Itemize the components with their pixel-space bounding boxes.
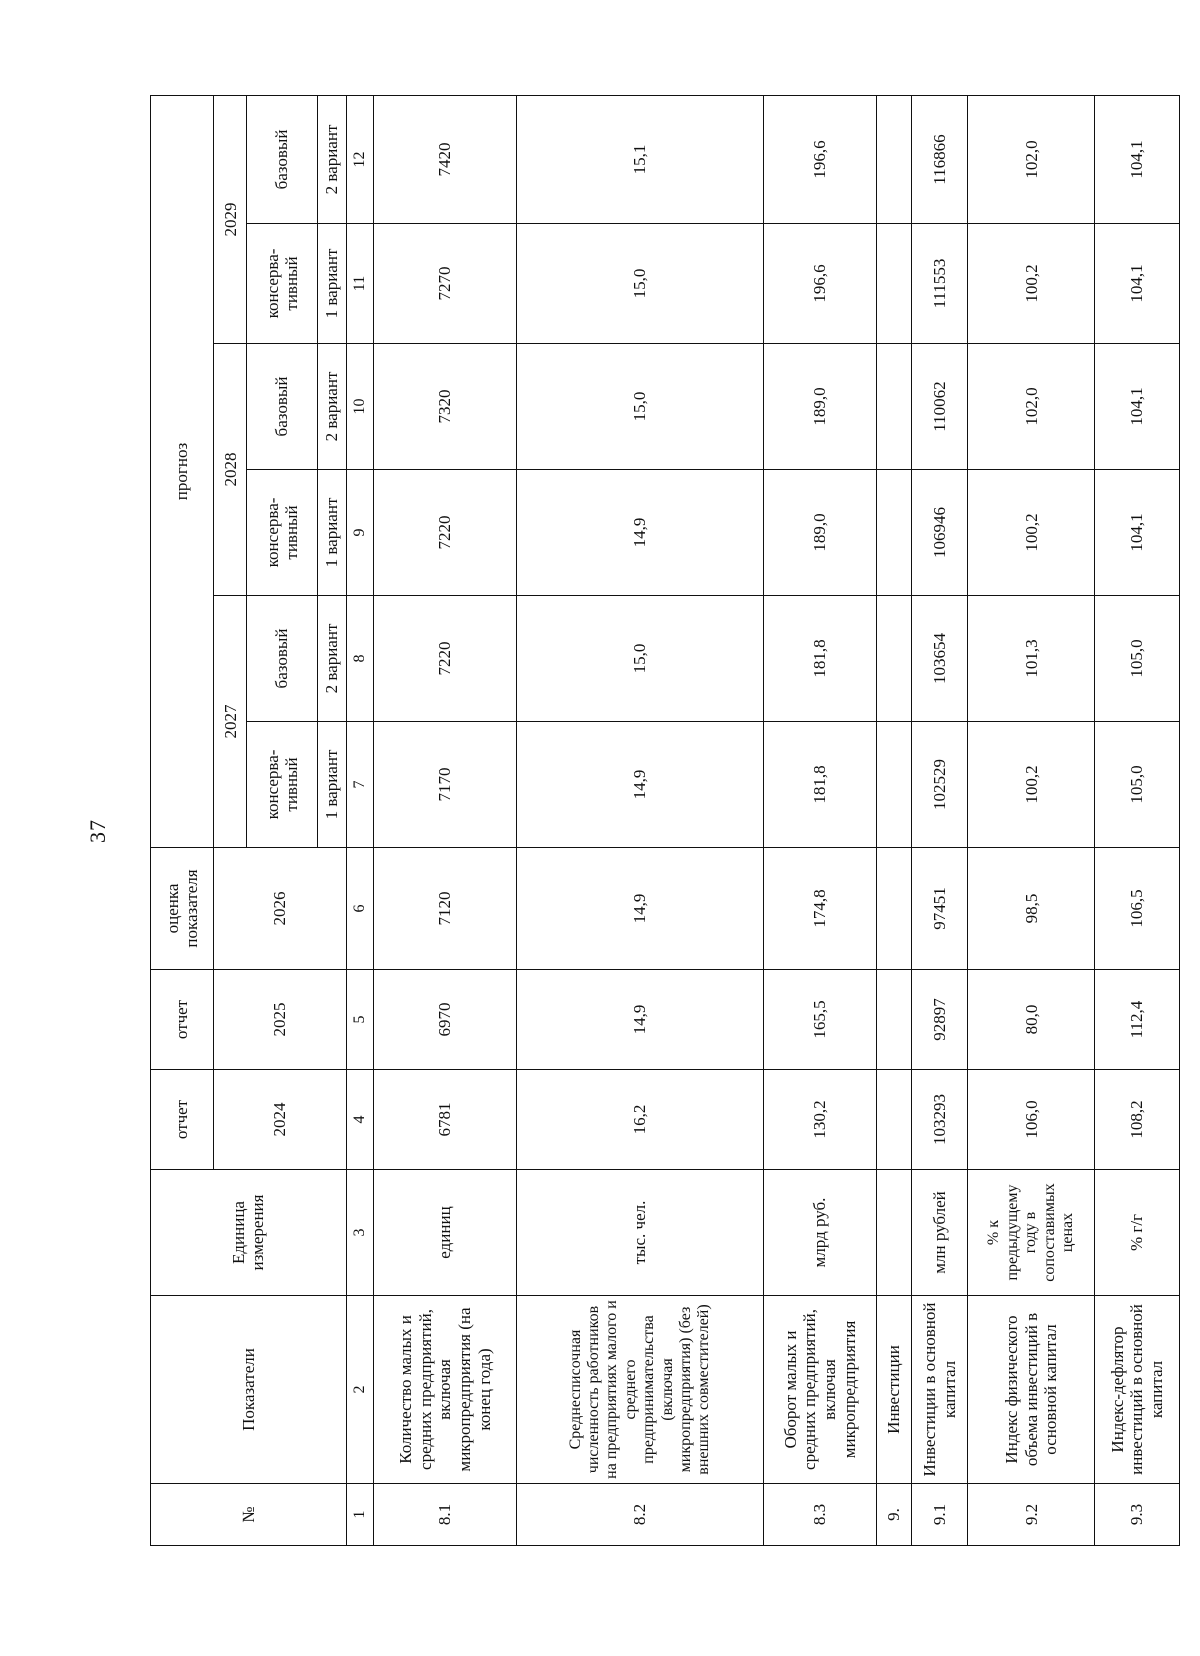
table-row <box>374 95 517 1545</box>
row-value: 116866 <box>912 95 968 223</box>
header-year-2027: 2027 <box>214 596 247 848</box>
header-conservative-2027: консерва-тивный <box>247 722 317 848</box>
header-report-2024: отчет <box>151 1070 214 1170</box>
row-value: 100,2 <box>968 470 1095 596</box>
row-value: 174,8 <box>764 848 877 970</box>
column-number: 3 <box>346 1170 373 1296</box>
column-number: 10 <box>346 344 373 470</box>
table-container <box>150 96 1180 1546</box>
header-conservative-2029: консерва-тивный <box>247 224 317 344</box>
header-base-2027: базовый <box>247 596 317 722</box>
row-value: 105,0 <box>1095 596 1180 722</box>
row-value: 7120 <box>374 848 517 970</box>
page-number: 37 <box>85 819 110 843</box>
row-value: 92897 <box>912 970 968 1070</box>
row-value: 15,1 <box>517 95 764 223</box>
row-number: 8.2 <box>517 1484 764 1546</box>
row-value: 16,2 <box>517 1070 764 1170</box>
header-report-2025: отчет <box>151 970 214 1070</box>
header-forecast: прогноз <box>151 95 214 847</box>
row-unit: млрд руб. <box>764 1170 877 1296</box>
row-indicator-name: Индекс физического объема инвестиций в основной капитал <box>968 1296 1095 1484</box>
row-value: 102,0 <box>968 344 1095 470</box>
row-indicator-name: Индекс-дефлятор инвестиций в основной капитал <box>1095 1296 1180 1484</box>
row-indicator-name: Среднесписочная численность работников на предприятиях малого и среднего предпринимательства (включая микропредприятия) (без внешних совместителей) <box>517 1296 764 1484</box>
row-value: 102,0 <box>968 95 1095 223</box>
row-number: 9.2 <box>968 1484 1095 1546</box>
row-value: 14,9 <box>517 848 764 970</box>
row-value: 110062 <box>912 344 968 470</box>
header-year-2025: 2025 <box>214 970 346 1070</box>
table-row <box>764 95 877 1545</box>
row-number: 8.3 <box>764 1484 877 1546</box>
row-value: 6970 <box>374 970 517 1070</box>
row-value: 106946 <box>912 470 968 596</box>
row-value: 102529 <box>912 722 968 848</box>
column-number: 6 <box>346 848 373 970</box>
row-indicator-name: Оборот малых и средних предприятий, включая микропредприятия <box>764 1296 877 1484</box>
row-indicator-name: Количество малых и средних предприятий, включая микропредприятия (на конец года) <box>374 1296 517 1484</box>
header-variant1-2028: 1 вариант <box>317 470 346 596</box>
row-value: 196,6 <box>764 224 877 344</box>
table-row <box>1095 95 1180 1545</box>
row-number: 8.1 <box>374 1484 517 1546</box>
row-value: 15,0 <box>517 596 764 722</box>
row-value: 7320 <box>374 344 517 470</box>
row-value: 7270 <box>374 224 517 344</box>
row-value: 104,1 <box>1095 95 1180 223</box>
row-value: 111553 <box>912 224 968 344</box>
header-variant2-2028: 2 вариант <box>317 344 346 470</box>
header-base-2028: базовый <box>247 344 317 470</box>
column-number: 2 <box>346 1296 373 1484</box>
header-base-2029: базовый <box>247 95 317 223</box>
header-conservative-2028: консерва-тивный <box>247 470 317 596</box>
row-number: 9.3 <box>1095 1484 1180 1546</box>
column-number: 12 <box>346 95 373 223</box>
row-value: 98,5 <box>968 848 1095 970</box>
header-variant2-2027: 2 вариант <box>317 596 346 722</box>
row-value: 103293 <box>912 1070 968 1170</box>
header-variant1-2027: 1 вариант <box>317 722 346 848</box>
column-number: 4 <box>346 1070 373 1170</box>
row-value: 97451 <box>912 848 968 970</box>
row-value: 104,1 <box>1095 224 1180 344</box>
column-number: 1 <box>346 1484 373 1546</box>
row-value: 130,2 <box>764 1070 877 1170</box>
row-value: 7220 <box>374 470 517 596</box>
header-year-2029: 2029 <box>214 95 247 343</box>
row-value: 112,4 <box>1095 970 1180 1070</box>
column-number: 11 <box>346 224 373 344</box>
header-variant1-2029: 1 вариант <box>317 224 346 344</box>
section-number: 9. <box>876 1484 911 1546</box>
header-year-2024: 2024 <box>214 1070 346 1170</box>
row-value: 7170 <box>374 722 517 848</box>
row-value: 7420 <box>374 95 517 223</box>
row-unit: млн рублей <box>912 1170 968 1296</box>
forecast-table <box>150 95 1180 1546</box>
row-value: 100,2 <box>968 722 1095 848</box>
row-value: 101,3 <box>968 596 1095 722</box>
table-row <box>912 95 968 1545</box>
row-value: 108,2 <box>1095 1070 1180 1170</box>
row-value: 6781 <box>374 1070 517 1170</box>
row-indicator-name: Инвестиции в основной капитал <box>912 1296 968 1484</box>
row-value: 181,8 <box>764 722 877 848</box>
column-number: 5 <box>346 970 373 1070</box>
row-unit: % г/г <box>1095 1170 1180 1296</box>
row-value: 103654 <box>912 596 968 722</box>
header-year-2028: 2028 <box>214 344 247 596</box>
row-value: 196,6 <box>764 95 877 223</box>
section-title: Инвестиции <box>876 1296 911 1484</box>
row-value: 15,0 <box>517 344 764 470</box>
column-number-row <box>346 95 373 1545</box>
row-value: 189,0 <box>764 470 877 596</box>
table-row <box>517 95 764 1545</box>
table-row <box>968 95 1095 1545</box>
row-value: 100,2 <box>968 224 1095 344</box>
row-value: 14,9 <box>517 970 764 1070</box>
row-value: 15,0 <box>517 224 764 344</box>
row-unit: тыс. чел. <box>517 1170 764 1296</box>
row-value: 181,8 <box>764 596 877 722</box>
row-unit: единиц <box>374 1170 517 1296</box>
row-value: 14,9 <box>517 722 764 848</box>
row-value: 80,0 <box>968 970 1095 1070</box>
row-value: 7220 <box>374 596 517 722</box>
row-value: 165,5 <box>764 970 877 1070</box>
header-variant2-2029: 2 вариант <box>317 95 346 223</box>
section-row <box>876 95 911 1545</box>
header-indicator: Показатели <box>151 1296 347 1484</box>
row-value: 105,0 <box>1095 722 1180 848</box>
column-number: 8 <box>346 596 373 722</box>
row-number: 9.1 <box>912 1484 968 1546</box>
header-estimate: оценка показателя <box>151 848 214 970</box>
header-unit: Единица измерения <box>151 1170 347 1296</box>
row-value: 106,5 <box>1095 848 1180 970</box>
row-value: 104,1 <box>1095 470 1180 596</box>
row-value: 104,1 <box>1095 344 1180 470</box>
column-number: 9 <box>346 470 373 596</box>
header-no: № <box>151 1484 347 1546</box>
row-value: 14,9 <box>517 470 764 596</box>
row-value: 189,0 <box>764 344 877 470</box>
row-value: 106,0 <box>968 1070 1095 1170</box>
header-year-2026: 2026 <box>214 848 346 970</box>
column-number: 7 <box>346 722 373 848</box>
row-unit: % к предыдущему году в сопоставимых ценах <box>968 1170 1095 1296</box>
